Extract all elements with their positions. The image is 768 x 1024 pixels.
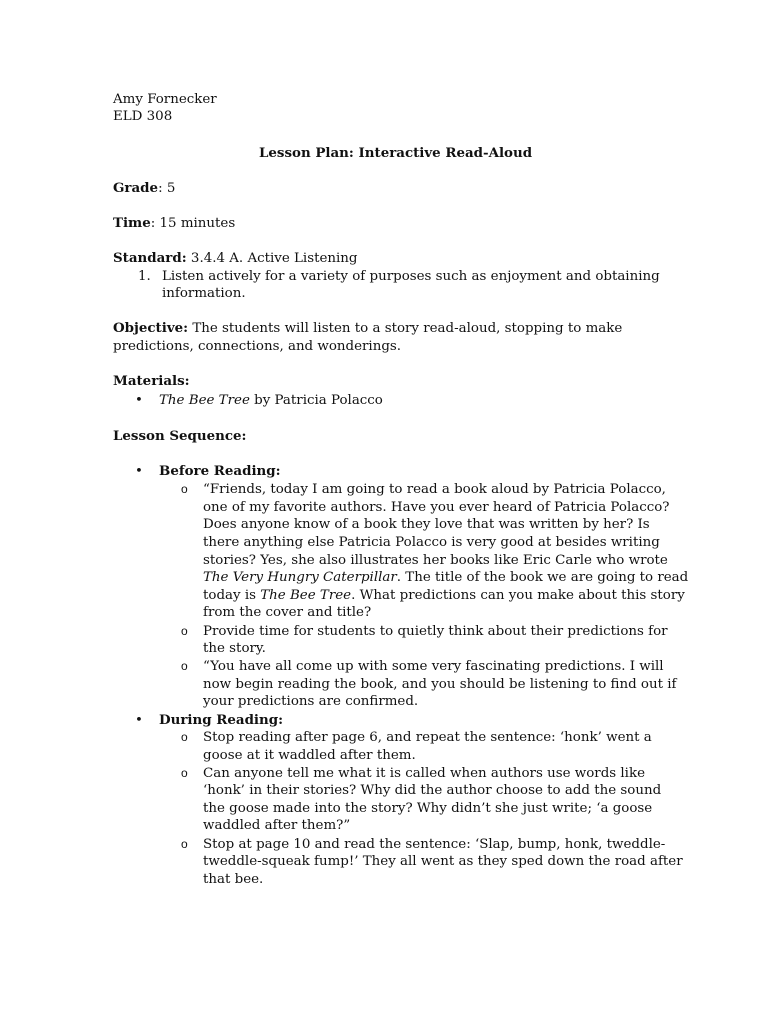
before-item-3-marker: o bbox=[181, 659, 188, 673]
before-item-2-line-1: Provide time for students to quietly think about their predictions for bbox=[203, 624, 668, 639]
before-item-1-line-7-rest: . What predictions can you make about this story bbox=[351, 588, 685, 603]
during-item-2-line-4: waddled after them?” bbox=[203, 818, 351, 833]
before-item-1-line-2: one of my favorite authors. Have you ever heard of Patricia Polacco? bbox=[203, 500, 670, 515]
before-item-1-line-8: from the cover and title? bbox=[203, 605, 372, 620]
objective-label: Objective: bbox=[113, 320, 189, 336]
book-author: by Patricia Polacco bbox=[249, 393, 383, 408]
before-reading-label: Before Reading: bbox=[159, 463, 281, 479]
before-item-1-line-1: “Friends, today I am going to read a book aloud by Patricia Polacco, bbox=[203, 482, 666, 497]
during-item-3-line-2: tweddle-squeak fump!’ They all went as they sped down the road after bbox=[203, 854, 683, 869]
before-reading-heading bbox=[159, 463, 281, 480]
before-reading-bullet: • bbox=[135, 464, 143, 479]
grade-line bbox=[113, 180, 175, 197]
before-item-3-line-1: “You have all come up with some very fascinating predictions. I will bbox=[203, 659, 664, 674]
during-reading-bullet: • bbox=[135, 713, 143, 728]
lesson-sequence-heading bbox=[113, 428, 247, 445]
during-item-1-marker: o bbox=[181, 730, 188, 744]
before-item-1-marker: o bbox=[181, 482, 188, 496]
bee-tree-title: The Bee Tree bbox=[260, 588, 352, 603]
standard-value: 3.4.4 A. Active Listening bbox=[186, 251, 358, 266]
materials-heading bbox=[113, 373, 190, 390]
before-item-1-line-5: stories? Yes, she also illustrates her books like Eric Carle who wrote bbox=[203, 553, 668, 568]
during-reading-heading bbox=[159, 712, 283, 729]
during-item-1-line-2: goose at it waddled after them. bbox=[203, 748, 416, 763]
hungry-caterpillar-title: The Very Hungry Caterpillar bbox=[203, 570, 397, 585]
before-item-3-line-2: now begin reading the book, and you should be listening to find out if bbox=[203, 677, 677, 692]
materials-label: Materials: bbox=[113, 373, 190, 389]
standard-line bbox=[113, 250, 357, 267]
during-item-2-line-2: ‘honk’ in their stories? Why did the author choose to add the sound bbox=[203, 783, 662, 798]
materials-item bbox=[159, 392, 383, 409]
before-item-2-marker: o bbox=[181, 624, 188, 638]
before-item-1-line-6-rest: . The title of the book we are going to read bbox=[396, 570, 689, 585]
materials-bullet: • bbox=[135, 393, 143, 408]
during-item-2-line-3: the goose made into the story? Why didn’t she just write; ‘a goose bbox=[203, 801, 653, 816]
standard-item-text-1: Listen actively for a variety of purposes such as enjoyment and obtaining bbox=[162, 269, 660, 284]
before-item-1-line-7-pre: today is bbox=[203, 588, 261, 603]
before-item-1-line-3: Does anyone know of a book they love that was written by her? Is bbox=[203, 517, 650, 532]
standard-item-text-2: information. bbox=[162, 286, 246, 301]
objective-text-2: predictions, connections, and wonderings. bbox=[113, 339, 402, 354]
author-name: Amy Fornecker bbox=[113, 92, 217, 107]
time-label: Time bbox=[113, 215, 151, 231]
during-item-2-line-1: Can anyone tell me what it is called when authors use words like bbox=[203, 766, 645, 781]
standard-item-number: 1. bbox=[138, 269, 151, 284]
page-title-text: Lesson Plan: Interactive Read-Aloud bbox=[259, 145, 533, 161]
lesson-sequence-label: Lesson Sequence: bbox=[113, 428, 247, 444]
book-title: The Bee Tree bbox=[159, 393, 250, 408]
time-line bbox=[113, 215, 235, 232]
objective-text-1: The students will listen to a story read-aloud, stopping to make bbox=[188, 321, 623, 336]
course-code: ELD 308 bbox=[113, 109, 173, 124]
before-item-1-line-4: there anything else Patricia Polacco is very good at besides writing bbox=[203, 535, 660, 550]
standard-label: Standard: bbox=[113, 250, 187, 266]
during-item-3-marker: o bbox=[181, 837, 188, 851]
during-reading-label: During Reading: bbox=[159, 712, 284, 728]
during-item-3-line-3: that bee. bbox=[203, 872, 264, 887]
grade-value: : 5 bbox=[158, 181, 176, 196]
page-title bbox=[259, 145, 532, 162]
during-item-3-line-1: Stop at page 10 and read the sentence: ‘Slap, bump, honk, tweddle- bbox=[203, 837, 666, 852]
before-item-1-line-6 bbox=[203, 569, 688, 586]
time-value: : 15 minutes bbox=[150, 216, 236, 231]
before-item-1-line-7 bbox=[203, 587, 685, 604]
grade-label: Grade bbox=[113, 180, 159, 196]
objective-line-1 bbox=[113, 320, 622, 337]
before-item-3-line-3: your predictions are confirmed. bbox=[203, 694, 419, 709]
during-item-1-line-1: Stop reading after page 6, and repeat the sentence: ‘honk’ went a bbox=[203, 730, 652, 745]
during-item-2-marker: o bbox=[181, 766, 188, 780]
before-item-2-line-2: the story. bbox=[203, 641, 266, 656]
